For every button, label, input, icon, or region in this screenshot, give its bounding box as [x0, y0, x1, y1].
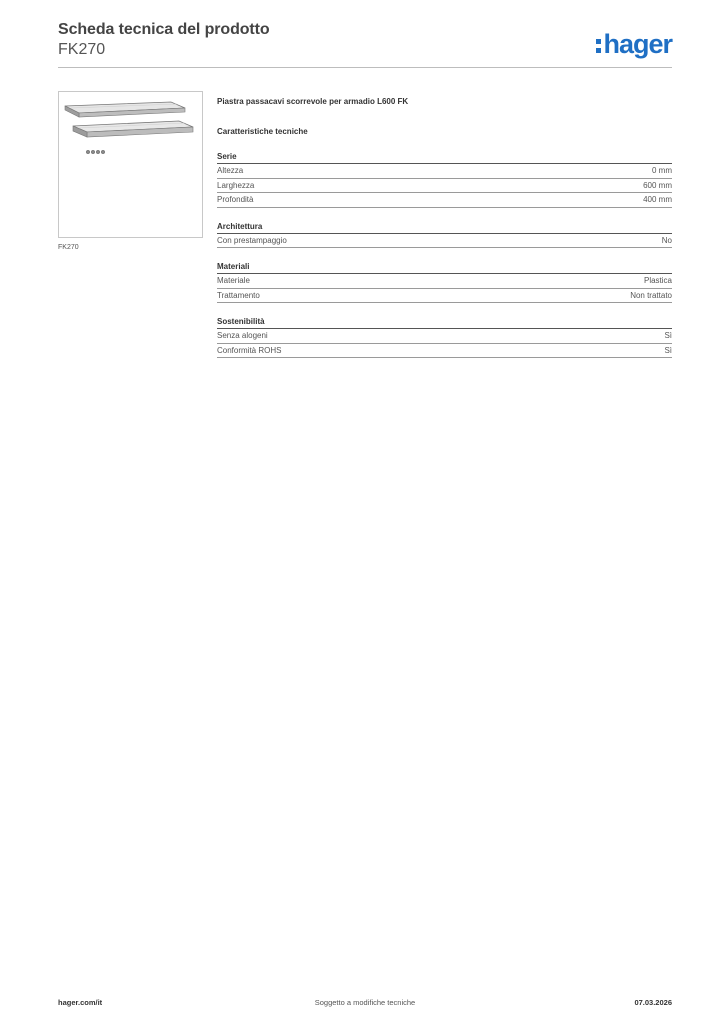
- spec-label: Materiale: [217, 276, 250, 285]
- group-title: Architettura: [217, 220, 672, 234]
- spec-row: [217, 274, 672, 289]
- document-title: Scheda tecnica del prodotto: [58, 21, 270, 38]
- product-name: Piastra passacavi scorrevole per armadio L600 FK: [217, 97, 409, 106]
- spec-label: Con prestampaggio: [217, 235, 287, 245]
- spec-row: [217, 234, 672, 249]
- spec-group-sostenibilita: [217, 315, 672, 358]
- cable-plate-illustration-icon: [59, 92, 202, 237]
- spec-label: Senza alogeni: [217, 331, 268, 340]
- group-title: Sostenibilità: [217, 315, 672, 329]
- footer-notice: Soggetto a modifiche tecniche: [314, 998, 416, 1007]
- spec-value: No: [661, 235, 672, 245]
- spec-row: [217, 289, 672, 304]
- spec-row: [217, 179, 672, 194]
- hager-logo: [596, 30, 672, 58]
- spec-value: 0 mm: [652, 166, 672, 175]
- spec-value: 400 mm: [643, 195, 672, 204]
- product-image: [58, 91, 203, 238]
- page-header: [58, 20, 672, 68]
- spec-row: [217, 164, 672, 179]
- spec-group-architettura: [217, 220, 672, 249]
- spec-label: Profondità: [217, 195, 254, 204]
- spec-label: Larghezza: [217, 180, 255, 190]
- section-title: Caratteristiche tecniche: [217, 127, 308, 136]
- product-specs: [217, 96, 672, 358]
- footer-date: 07.03.2026: [634, 998, 672, 1007]
- spec-label: Altezza: [217, 166, 244, 175]
- group-title: Materiali: [217, 260, 672, 274]
- spec-value: Plastica: [643, 276, 672, 285]
- spec-row: [217, 344, 672, 359]
- spec-value: Sì: [664, 331, 672, 340]
- group-title: Serie: [217, 150, 672, 164]
- logo-dots-icon: [596, 37, 602, 54]
- product-code: FK270: [58, 41, 106, 58]
- spec-label: Trattamento: [217, 290, 260, 300]
- image-caption: FK270: [58, 244, 79, 251]
- spec-value: Sì: [664, 345, 672, 355]
- spec-label: Conformità ROHS: [217, 345, 282, 355]
- spec-value: Non trattato: [630, 290, 672, 300]
- footer-website-link[interactable]: hager.com/it: [58, 998, 103, 1007]
- spec-row: [217, 193, 672, 208]
- spec-value: 600 mm: [643, 180, 672, 190]
- spec-row: [217, 329, 672, 344]
- header-divider: [58, 67, 672, 68]
- spec-group-materiali: [217, 260, 672, 303]
- spec-group-serie: [217, 150, 672, 208]
- logo-text: hager: [603, 29, 672, 59]
